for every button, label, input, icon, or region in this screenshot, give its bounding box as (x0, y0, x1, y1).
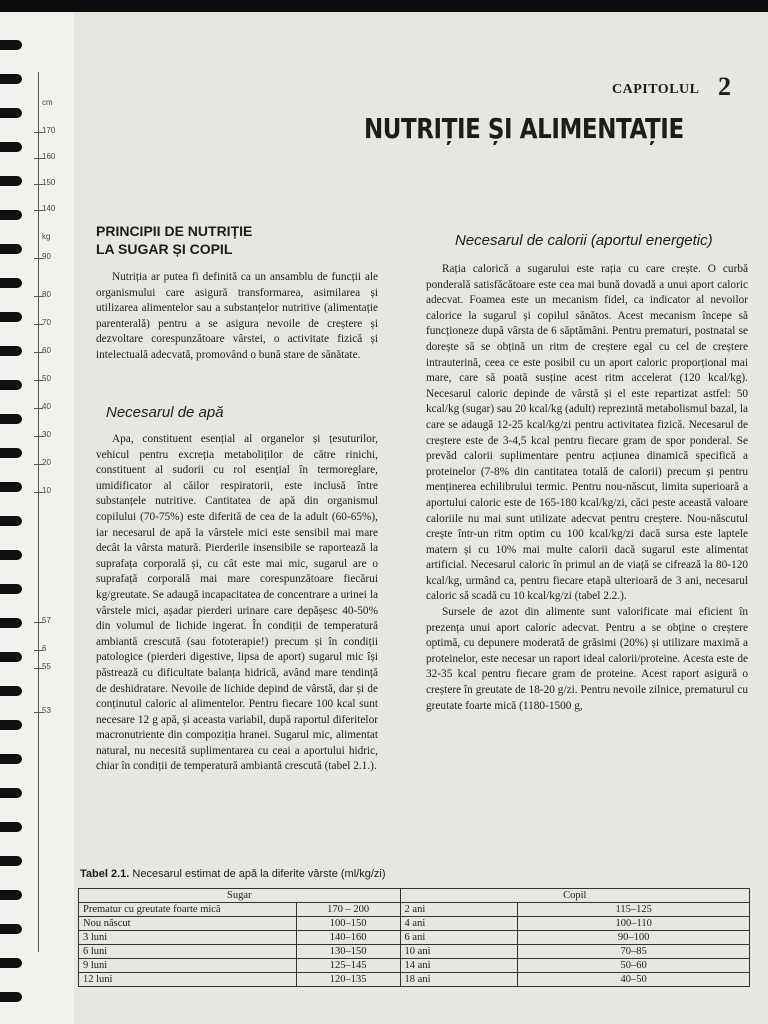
ruler-label: 20 (42, 458, 51, 467)
spiral-ring (0, 176, 22, 186)
table-row (79, 945, 750, 959)
sugar-value: 130–150 (296, 945, 400, 959)
spiral-ring (0, 380, 22, 390)
spiral-ring (0, 958, 22, 968)
spiral-ring (0, 448, 22, 458)
spiral-ring (0, 822, 22, 832)
intro-column (96, 270, 378, 364)
ruler-label: 10 (42, 486, 51, 495)
spiral-ring (0, 686, 22, 696)
copil-age: 4 ani (400, 917, 518, 931)
sugar-age: 3 luni (79, 931, 297, 945)
sugar-age: Prematur cu greutate foarte mică (79, 903, 297, 917)
ruler-label: 90 (42, 252, 51, 261)
sugar-value: 100–150 (296, 917, 400, 931)
subheading-water: Necesarul de apă (106, 404, 224, 421)
spiral-ring (0, 720, 22, 730)
copil-value: 70–85 (518, 945, 750, 959)
spiral-ring (0, 108, 22, 118)
copil-age: 6 ani (400, 931, 518, 945)
copil-age: 10 ani (400, 945, 518, 959)
section-heading-line: LA SUGAR ȘI COPIL (96, 241, 233, 257)
spiral-ring (0, 312, 22, 322)
spiral-ring (0, 890, 22, 900)
spiral-ring (0, 482, 22, 492)
section-heading-line: PRINCIPII DE NUTRIȚIE (96, 223, 253, 239)
spiral-ring (0, 788, 22, 798)
ruler-label: 150 (42, 178, 56, 187)
ruler-label: 60 (42, 346, 51, 355)
header-copil: Copil (400, 889, 749, 903)
spiral-ring (0, 142, 22, 152)
sugar-age: 9 luni (79, 959, 297, 973)
nitrogen-paragraph: Sursele de azot din alimente sunt valorificate mai eficient în prezența unui aport caloric adecvat. Pentru a se obține o creștere optimă, cu depunere moderată de grăsimi (20%) și utilizare maximă a proteinelor, este necesar un raport ideal calorii/proteine. Acesta este de 32-35 kcal pentru fiecare gram de proteine. Acest raport asigură o creștere în greutate de 18-20 g/zi. Pentru nevoile zilnice, prematurul cu greutate foarte mică (1180-1500 g, (426, 606, 748, 712)
copil-value: 90–100 (518, 931, 750, 945)
height-ruler-line (38, 72, 39, 952)
ruler-label: 53 (42, 706, 51, 715)
ruler-unit: cm (42, 98, 53, 107)
water-column (96, 432, 378, 775)
sugar-age: 6 luni (79, 945, 297, 959)
spiral-ring (0, 550, 22, 560)
spiral-ring (0, 992, 22, 1002)
spiral-ring (0, 516, 22, 526)
sugar-value: 140–160 (296, 931, 400, 945)
copil-age: 18 ani (400, 973, 518, 987)
copil-age: 14 ani (400, 959, 518, 973)
chapter-number: 2 (718, 72, 731, 101)
ruler-label: 160 (42, 152, 56, 161)
sugar-value: 125–145 (296, 959, 400, 973)
spiral-ring (0, 414, 22, 424)
table-header-row (79, 889, 750, 903)
sugar-age: 12 luni (79, 973, 297, 987)
spiral-ring (0, 278, 22, 288)
spiral-ring (0, 924, 22, 934)
table-row (79, 959, 750, 973)
sugar-value: 120–135 (296, 973, 400, 987)
water-paragraph: Apa, constituent esențial al organelor și țesuturilor, vehicul pentru excreția metaboliților de către rinichi, constituent al sudorii cu rol esențial în termoreglare, umidificator al căilor respiratorii, este inclusă între substanțele nutritive. Cantitatea de apă din organismul copilului (70-75%) este diferită de cea de la adult (60-65%), iar necesarul de apă la vârstele mici este sensibil mai mare decât la vârsta matură. Pierderile insensibile se raportează la suprafața corporală și, cu cât este mai mic, sugarul are o suprafață corporală mai mare corespunzătoare fiecărui kg/greutate. Se adaugă incapacitatea de concentrare a urinei la vârstele mici, așadar pierderi urinare care depășesc 40-50% din volumul de lichide ingerat. În condiții de temperatură ambiantă crescută (sau fototerapie!) precum și în condiții patologice (pierderi digestive, lipsa de aport) sugarul mic își păstrează cu dificultate balanța hidrică, având mare tendință de deshidratare. Nevoile de lichide depind de vârstă, dar și de conținutul caloric al alimentelor. Pentru fiecare 100 kcal sunt necesare 12 g apă, și aceasta variabil, după raportul diferitelor macronutriente din compoziția hranei. Sugarul mic, alimentat natural, nu necesită suplimentarea cu ceai a aportului hidric, chiar în condiții de temperatură ambiantă crescută (tabel 2.1.). (96, 433, 378, 773)
table-row (79, 973, 750, 987)
ruler-label: 57 (42, 616, 51, 625)
calories-paragraph: Rația calorică a sugarului este rația cu care crește. O curbă ponderală satisfăcătoare este cea mai bună dovadă a unui aport caloric adecvat. Foamea este un mecanism fidel, ca indicator al nevoilor calorice la sugarul și copilul sănătos. Acest mecanism începe să funcționeze după vârsta de 6 săptămâni. Pentru prematuri, postnatal se dorește să se obțină un ritm de creștere egal cu cel de creștere intrauterină, ceea ce este posibil cu un aport caloric proporțional mai mare, care să poată susține acest ritm accelerat (120 kcal/kg). Necesarul caloric depinde de vârstă și el este repartizat astfel: 50 kcal/kg (sugar) sau 20 kcal/kg (adult) reprezintă metabolismul bazal, la care se adaugă 12-25 kcal/kg/zi pentru activitatea fizică. Necesarul de creștere este de 3-4,5 kcal pentru fiecare gram de spor ponderal. Se prevăd calorii suplimentare pentru acțiunea dinamică specifică a proteinelor (7-8% din cantitatea totală de calorii) precum și pentru menținerea echilibrului termic. Pentru nou-născut, limita superioară a aportului caloric este de 165-180 kcal/kg/zi, căci peste această valoare caloriile nu mai sunt utilizate adecvat pentru creștere. Nou-născutul crește într-un ritm optim cu 100 kcal/kg/zi dacă sursa este laptele matern și cu 10% mai multe calorii dacă sugarul este alimentat artificial. Necesarul caloric în primul an de viață se cifrează la 80-120 kcal/kg, urmând ca, pentru fiecare etapă ulterioară de 3 ani, necesarul caloric să scadă cu 10 kcal/kg/zi (tabel 2.2.). (426, 263, 748, 603)
spiral-ring (0, 40, 22, 50)
copil-value: 115–125 (518, 903, 750, 917)
subheading-calories: Necesarul de calorii (aportul energetic) (455, 232, 713, 249)
spiral-ring (0, 346, 22, 356)
spiral-ring (0, 652, 22, 662)
spiral-ring (0, 856, 22, 866)
water-needs-table (78, 888, 750, 987)
table-caption-label: Tabel 2.1. (80, 868, 130, 880)
ruler-label: 55 (42, 662, 51, 671)
spiral-ring (0, 584, 22, 594)
header-sugar: Sugar (79, 889, 401, 903)
calories-column (426, 262, 748, 714)
ruler-unit: kg (42, 232, 51, 241)
spiral-ring (0, 244, 22, 254)
copil-value: 100–110 (518, 917, 750, 931)
spiral-ring (0, 618, 22, 628)
ruler-label: 170 (42, 126, 56, 135)
chapter-label: CAPITOLUL (612, 82, 700, 97)
ruler-label: 30 (42, 430, 51, 439)
ruler-label: 140 (42, 204, 56, 213)
chapter-title: NUTRIȚIE ȘI ALIMENTAȚIE (364, 112, 684, 145)
sugar-value: 170 – 200 (296, 903, 400, 917)
sugar-age: Nou născut (79, 917, 297, 931)
copil-value: 40–50 (518, 973, 750, 987)
ruler-label: 70 (42, 318, 51, 327)
spiral-ring (0, 754, 22, 764)
copil-value: 50–60 (518, 959, 750, 973)
table-row (79, 917, 750, 931)
table-caption-text: Necesarul estimat de apă la diferite vârste (ml/kg/zi) (132, 868, 386, 880)
section-heading (96, 222, 356, 258)
binding-gutter (0, 12, 74, 1024)
spiral-ring (0, 210, 22, 220)
table-caption (80, 868, 386, 880)
table-row (79, 903, 750, 917)
ruler-label: 50 (42, 374, 51, 383)
table-row (79, 931, 750, 945)
intro-paragraph: Nutriția ar putea fi definită ca un ansamblu de funcții ale organismului care asigură transformarea, asimilarea și utilizarea alimentelor sau a substanțelor nutritive (alimentație parenterală) pentru a se asigura nevoile de creștere și dezvoltare corespunzătoare vârstei, o activitate fizică și intelectuală adecvată, promovând o bună stare de sănătate. (96, 271, 378, 361)
ruler-label: 80 (42, 290, 51, 299)
spiral-ring (0, 74, 22, 84)
scan-top-band (0, 0, 768, 12)
ruler-label: 40 (42, 402, 51, 411)
ruler-label: 6 (42, 644, 47, 653)
copil-age: 2 ani (400, 903, 518, 917)
